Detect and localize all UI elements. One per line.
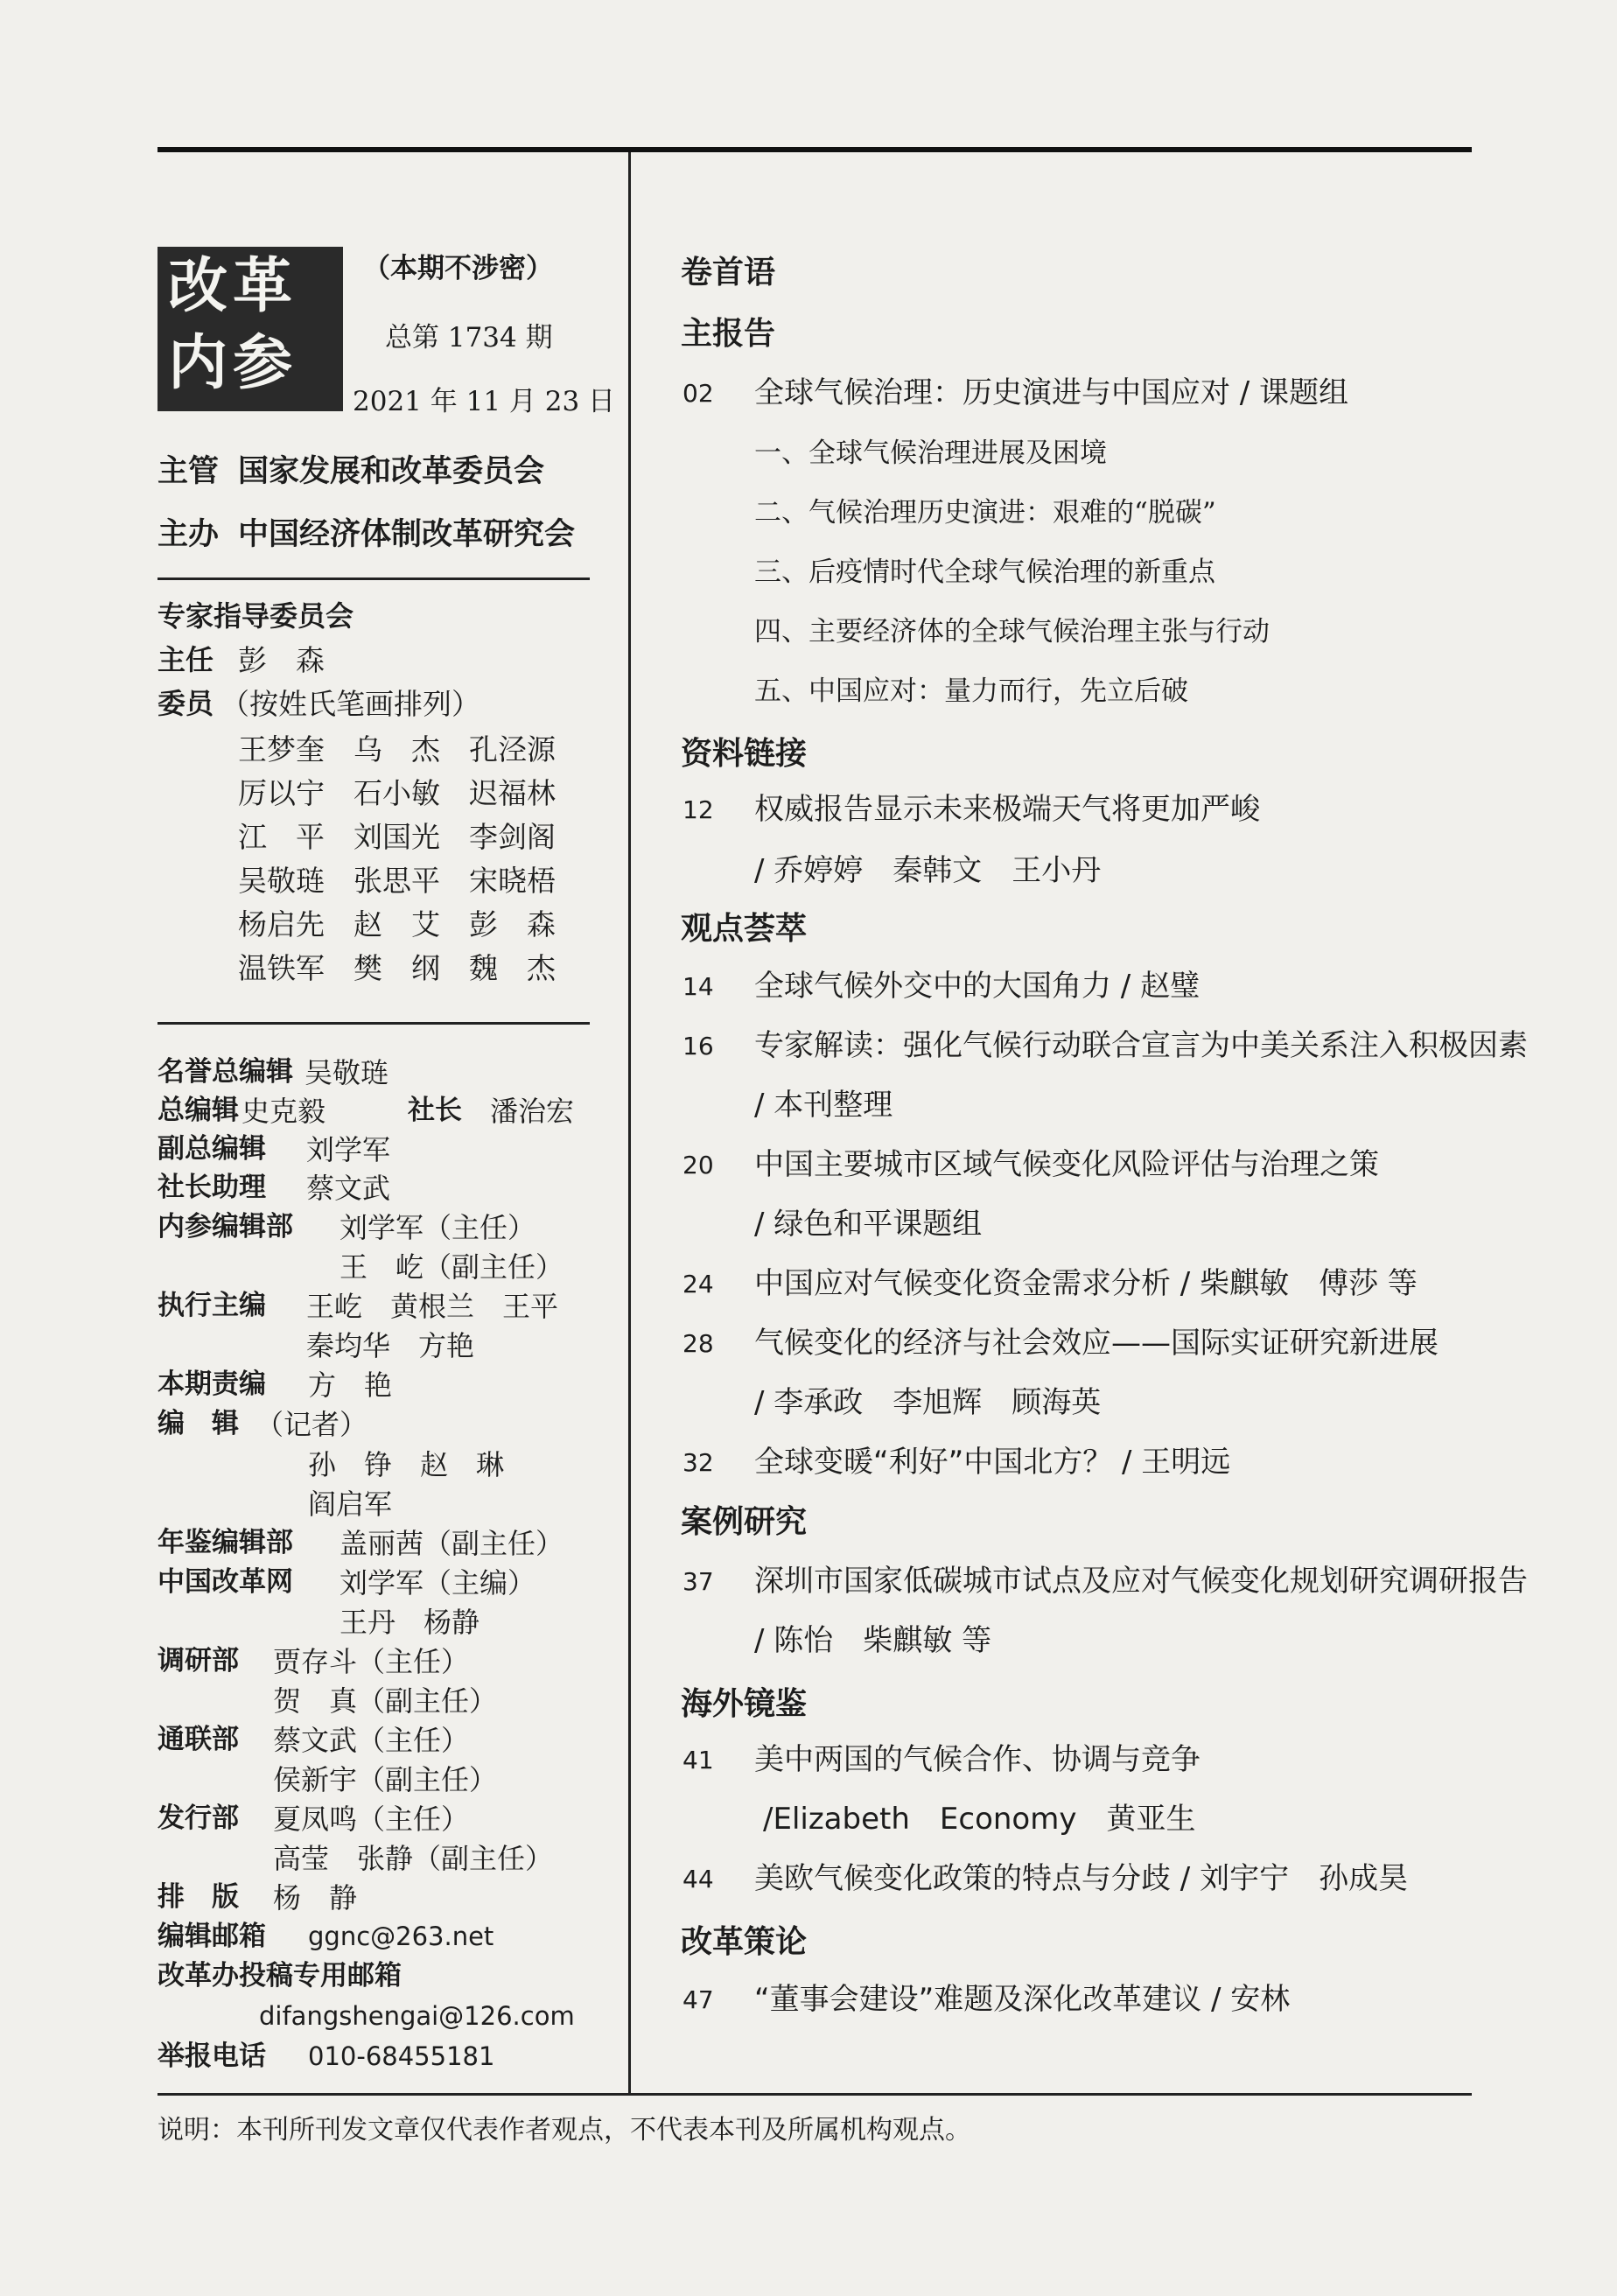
staff-value: 刘学军（主任） [340,1211,536,1244]
committee-row: 杨启先 赵 艾 彭 森 [238,907,556,942]
toc-author: / 绿色和平课题组 [754,1207,983,1242]
toc-item[interactable]: 中国主要城市区域气候变化风险评估与治理之策 [754,1147,1379,1182]
staff-value: 刘学军 [306,1133,391,1166]
organizer: 中国经济体制改革研究会 [238,517,576,552]
staff-value: 王屹 黄根兰 王平 [306,1290,559,1323]
committee-members-note: （按姓氏笔画排列） [220,687,480,721]
staff-value: 孙 铮 赵 琳 [308,1448,505,1481]
committee-title: 专家指导委员会 [158,599,354,633]
staff-label: 举报电话 [158,2040,266,2072]
toc-item[interactable]: 权威报告显示未来极端天气将更加严峻 [754,792,1260,827]
sponsor-divider [158,578,590,580]
staff-value: 高莹 张静（副主任） [273,1842,554,1875]
toc-section-title: 改革策论 [681,1924,808,1960]
committee-row: 吴敬琏 张思平 宋晓梧 [238,864,556,898]
committee-director: 彭 森 [238,643,325,677]
staff-value: （记者） [256,1408,368,1441]
staff-label: 改革办投稿专用邮箱 [158,1960,402,1992]
toc-page-number: 20 [682,1151,714,1180]
staff-value: 吴敬琏 [304,1056,389,1089]
toc-author: / 陈怡 柴麒敏 等 [754,1623,992,1658]
top-rule [158,147,1472,152]
submission-email: difangshengai@126.com [259,2001,575,2031]
footer-disclaimer: 说明：本刊所刊发文章仅代表作者观点，不代表本刊及所属机构观点。 [158,2115,971,2146]
toc-item[interactable]: 中国应对气候变化资金需求分析 / 柴麒敏 傅莎 等 [754,1266,1418,1301]
staff-label: 本期责编 [158,1368,266,1400]
toc-section-title: 主报告 [681,316,776,352]
staff-value: 王丹 杨静 [340,1606,480,1639]
toc-item[interactable]: 美欧气候变化政策的特点与分歧 / 刘宇宁 孙成昊 [754,1861,1409,1896]
bottom-rule [158,2093,1472,2096]
toc-page-number: 41 [682,1746,714,1774]
staff-value: 贾存斗（主任） [273,1645,470,1678]
toc-page-number: 24 [682,1270,714,1298]
organizer-label: 主办 [158,517,220,552]
toc-section-title: 卷首语 [681,255,776,290]
staff-value: 蔡文武（主任） [273,1724,470,1757]
toc-subitem[interactable]: 三、后疫情时代全球气候治理的新重点 [754,556,1215,588]
toc-subitem[interactable]: 一、全球气候治理进展及困境 [754,438,1107,469]
toc-item[interactable]: 全球气候外交中的大国角力 / 赵璧 [754,969,1200,1004]
toc-item[interactable]: 全球气候治理：历史演进与中国应对 / 课题组 [754,375,1349,410]
toc-page-number: 28 [682,1329,714,1358]
toc-item[interactable]: 全球变暖“利好”中国北方？ / 王明远 [754,1445,1231,1480]
masthead-logo [158,247,343,411]
toc-page-number: 37 [682,1567,714,1596]
staff-label: 中国改革网 [158,1566,293,1598]
staff-value: 夏凤鸣（主任） [273,1802,470,1836]
staff-label: 执行主编 [158,1290,266,1321]
masthead-line-1: 改革 [168,252,298,321]
staff-value: 贺 真（副主任） [273,1684,498,1718]
toc-item[interactable]: 气候变化的经济与社会效应——国际实证研究新进展 [754,1326,1438,1361]
staff-value: 潘治宏 [490,1095,575,1128]
report-phone: 010-68455181 [308,2041,495,2071]
staff-label: 名誉总编辑 [158,1056,293,1088]
committee-director-label: 主任 [158,643,214,676]
committee-row: 温铁军 樊 纲 魏 杰 [238,951,556,985]
toc-page-number: 47 [682,1985,714,2014]
staff-value: 侯新宇（副主任） [273,1763,498,1796]
toc-page-number: 02 [682,379,714,408]
staff-value: 阎启军 [308,1488,393,1521]
staff-label: 社长助理 [158,1172,266,1203]
toc-section-title: 案例研究 [681,1504,808,1540]
toc-item[interactable]: “董事会建设”难题及深化改革建议 / 安林 [754,1982,1291,2017]
classification-note: （本期不涉密） [363,253,553,284]
masthead-line-2: 内参 [168,329,298,398]
staff-label: 总编辑 [158,1095,239,1126]
toc-page-number: 32 [682,1448,714,1477]
staff-label: 发行部 [158,1802,239,1834]
committee-row: 王梦奎 乌 杰 孔泾源 [238,732,556,766]
committee-row: 江 平 刘国光 李剑阁 [238,820,556,854]
staff-value: 刘学军（主编） [340,1566,536,1600]
toc-section-title: 海外镜鉴 [681,1686,808,1722]
toc-item[interactable]: 深圳市国家低碳城市试点及应对气候变化规划研究调研报告 [754,1564,1528,1599]
toc-author: / 李承政 李旭辉 顾海英 [754,1385,1102,1420]
staff-label: 调研部 [158,1645,239,1676]
issue-total: 总第 1734 期 [385,322,553,354]
column-divider [628,152,631,2093]
toc-page-number: 12 [682,795,714,824]
toc-section-title: 资料链接 [681,736,808,772]
staff-label: 通联部 [158,1724,239,1755]
staff-label: 编 辑 [158,1408,239,1439]
staff-value: 秦均华 方艳 [306,1329,475,1362]
toc-subitem[interactable]: 四、主要经济体的全球气候治理主张与行动 [754,616,1270,648]
toc-subitem[interactable]: 二、气候治理历史演进：艰难的“脱碳” [754,497,1216,528]
staff-value: 王 屹（副主任） [340,1250,564,1284]
supervisor: 国家发展和改革委员会 [238,454,545,489]
toc-section-title: 观点荟萃 [681,911,808,947]
committee-row: 厉以宁 石小敏 迟福林 [238,776,556,810]
supervisor-label: 主管 [158,454,220,489]
toc-page-number: 14 [682,972,714,1001]
editorial-email: ggnc@263.net [308,1922,494,1951]
toc-page-number: 44 [682,1865,714,1894]
staff-value: 杨 静 [273,1881,358,1914]
committee-members-label: 委员 [158,687,214,720]
toc-author: /Elizabeth Economy 黄亚生 [763,1802,1196,1837]
staff-label: 年鉴编辑部 [158,1527,293,1558]
toc-item[interactable]: 专家解读：强化气候行动联合宣言为中美关系注入积极因素 [754,1028,1528,1063]
staff-value: 蔡文武 [306,1172,391,1205]
toc-subitem[interactable]: 五、中国应对：量力而行，先立后破 [754,676,1188,707]
staff-label: 编辑邮箱 [158,1921,266,1952]
toc-page-number: 16 [682,1032,714,1060]
staff-label: 内参编辑部 [158,1211,293,1242]
toc-author: / 本刊整理 [754,1088,893,1123]
staff-label: 社长 [408,1095,462,1126]
toc-item[interactable]: 美中两国的气候合作、协调与竞争 [754,1742,1200,1777]
committee-divider [158,1022,590,1025]
staff-value: 盖丽茜（副主任） [340,1527,564,1560]
staff-label: 副总编辑 [158,1133,266,1165]
staff-value: 方 艳 [308,1368,393,1402]
staff-label: 排 版 [158,1881,239,1913]
staff-value: 史克毅 [242,1095,326,1128]
toc-author: / 乔婷婷 秦韩文 王小丹 [754,853,1102,888]
issue-date: 2021 年 11 月 23 日 [353,386,616,417]
